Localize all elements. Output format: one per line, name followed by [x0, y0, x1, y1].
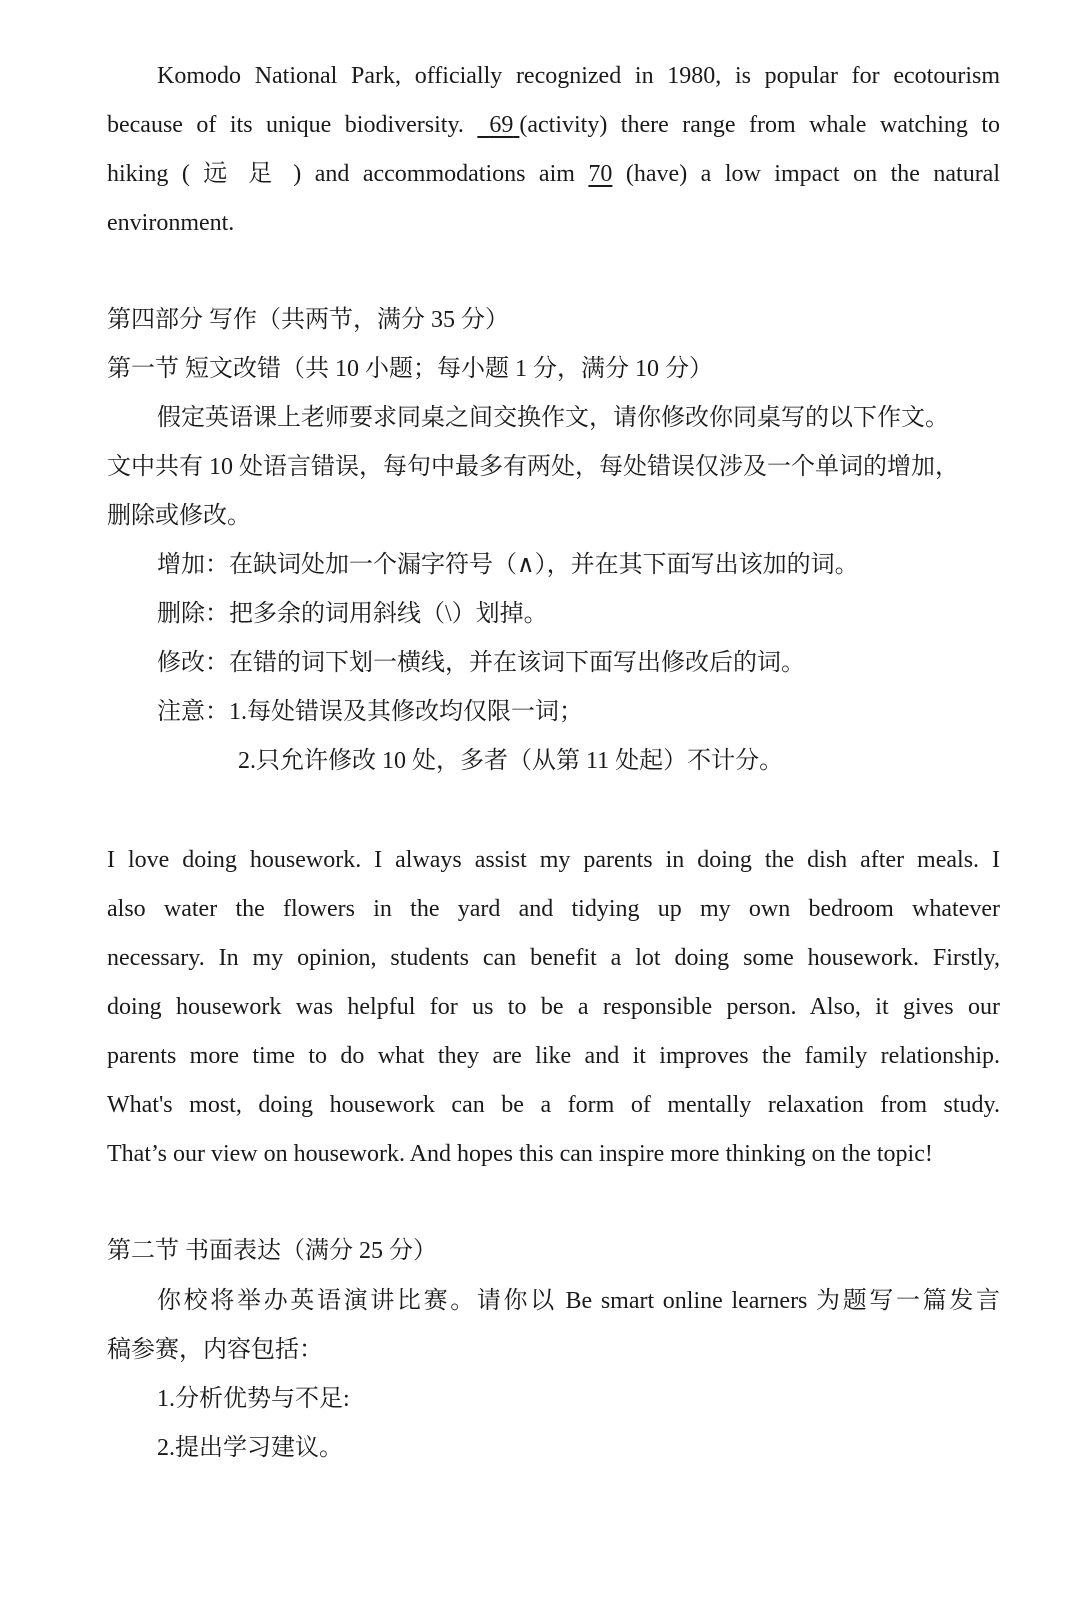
section1-intro-line-3: 删除或修改。	[107, 503, 251, 529]
delete-rule: 删除：把多余的词用斜线（\）划掉。	[157, 601, 548, 627]
reading-line-1-text: Komodo National Park, officially recognized in 1980, is popular for ecotourism	[157, 63, 1000, 89]
note-1: 注意：1.每处错误及其修改均仅限一词；	[157, 699, 583, 725]
passage-line-5: parents more time to do what they are like and it improves the family relationship.	[107, 1043, 1000, 1069]
passage-line-1: I love doing housework. I always assist my parents in doing the dish after meals. I	[107, 847, 1000, 873]
reading-line-2-text-a: because of its unique biodiversity.	[107, 112, 464, 138]
blank-70-number: 70	[588, 161, 613, 187]
passage-line-3: necessary. In my opinion, students can benefit a lot doing some housework. Firstly,	[107, 945, 1000, 971]
section2-intro-line-2: 稿参赛，内容包括：	[107, 1337, 323, 1363]
blank-69	[477, 110, 519, 140]
passage-line-7: That’s our view on housework. And hopes this can inspire more thinking on the topic!	[107, 1141, 933, 1167]
section2-intro-line-1: 你校将举办英语演讲比赛。请你以 Be smart online learners 为题写一篇发言	[157, 1288, 1000, 1314]
blank-69-number: 69	[489, 112, 514, 138]
reading-line-1	[157, 61, 1000, 91]
note-2: 2.只允许修改 10 处，多者（从第 11 处起）不计分。	[238, 748, 784, 774]
add-rule: 增加：在缺词处加一个漏字符号（∧），并在其下面写出该加的词。	[157, 552, 859, 578]
reading-line-3	[107, 159, 1000, 189]
section1-title: 第一节 短文改错（共 10 小题；每小题 1 分，满分 10 分）	[107, 356, 713, 382]
section2-point-2: 2.提出学习建议。	[157, 1435, 343, 1461]
reading-line-3-text-a: hiking ( 远 足 ) and accommodations aim	[107, 161, 575, 187]
modify-rule: 修改：在错的词下划一横线，并在该词下面写出修改后的词。	[157, 650, 805, 676]
passage-line-4: doing housework was helpful for us to be a responsible person. Also, it gives our	[107, 994, 1000, 1020]
reading-line-3-text-b: (have) a low impact on the natural	[625, 161, 1001, 187]
section2-title: 第二节 书面表达（满分 25 分）	[107, 1238, 437, 1264]
reading-line-2	[107, 110, 1000, 140]
section1-intro-line-2: 文中共有 10 处语言错误，每句中最多有两处，每处错误仅涉及一个单词的增加，	[107, 454, 959, 480]
part-title: 第四部分 写作（共两节，满分 35 分）	[107, 307, 509, 333]
reading-line-4-text: environment.	[107, 210, 235, 236]
passage-line-6: What's most, doing housework can be a form of mentally relaxation from study.	[107, 1092, 1000, 1118]
reading-line-4	[107, 208, 1000, 238]
section2-point-1: 1.分析优势与不足:	[157, 1386, 350, 1412]
reading-line-2-text-b: (activity) there range from whale watching to	[519, 112, 1000, 138]
section1-intro-line-1: 假定英语课上老师要求同桌之间交换作文，请你修改你同桌写的以下作文。	[157, 405, 949, 431]
passage-line-2: also water the flowers in the yard and tidying up my own bedroom whatever	[107, 896, 1000, 922]
